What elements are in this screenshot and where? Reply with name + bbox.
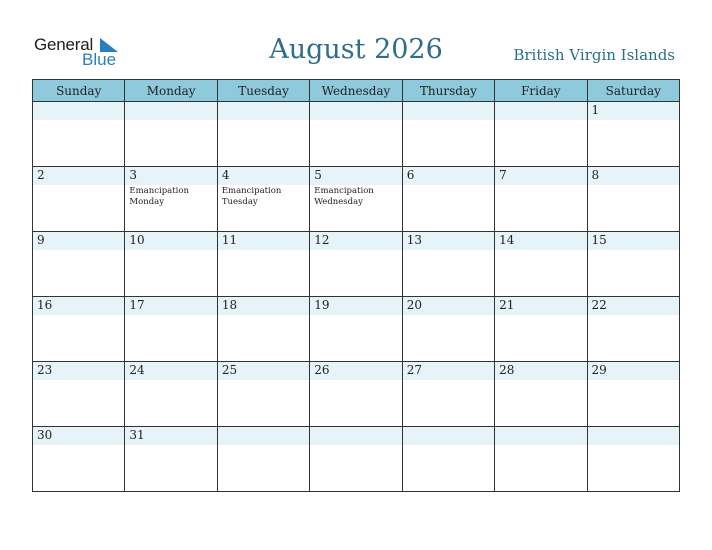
weekday-header: Sunday xyxy=(33,80,125,102)
week-row xyxy=(33,362,680,427)
day-number: 18 xyxy=(221,298,238,312)
day-cell[interactable] xyxy=(33,362,125,427)
day-cell[interactable] xyxy=(310,167,402,232)
day-number: 15 xyxy=(591,233,607,247)
day-number-band xyxy=(403,362,494,380)
day-number-band xyxy=(403,297,494,315)
day-cell[interactable] xyxy=(125,232,217,297)
day-cell[interactable] xyxy=(587,362,679,427)
day-cell[interactable] xyxy=(310,362,402,427)
weekday-header: Monday xyxy=(125,80,217,102)
day-number: 29 xyxy=(591,363,607,377)
week-row xyxy=(33,167,680,232)
day-number: 9 xyxy=(37,233,45,247)
weekday-header: Tuesday xyxy=(217,80,309,102)
day-cell[interactable] xyxy=(587,167,679,232)
day-cell[interactable] xyxy=(402,232,494,297)
day-cell[interactable] xyxy=(33,427,125,492)
day-number: 8 xyxy=(591,168,600,182)
day-cell[interactable] xyxy=(217,362,309,427)
day-cell[interactable] xyxy=(495,362,587,427)
day-number-band xyxy=(310,297,401,315)
day-number: 23 xyxy=(37,363,53,377)
day-cell[interactable] xyxy=(402,427,494,492)
day-number: 10 xyxy=(129,233,145,247)
day-number-band xyxy=(125,232,216,250)
day-number-band xyxy=(495,232,586,250)
day-number-band xyxy=(33,232,124,250)
day-number: 28 xyxy=(499,363,515,377)
day-number-band xyxy=(125,167,216,185)
weekday-header: Wednesday xyxy=(310,80,402,102)
day-cell[interactable] xyxy=(495,102,587,167)
day-number: 20 xyxy=(406,298,422,312)
calendar-grid xyxy=(32,79,680,492)
day-number-band xyxy=(403,232,494,250)
day-number: 22 xyxy=(591,298,607,312)
day-cell[interactable] xyxy=(402,167,494,232)
day-number-band xyxy=(33,297,124,315)
calendar-title: August 2026 xyxy=(269,34,443,65)
day-cell[interactable] xyxy=(125,362,217,427)
day-number-band xyxy=(125,297,216,315)
day-number-band xyxy=(218,427,309,445)
day-number: 7 xyxy=(499,168,507,182)
weekday-header: Saturday xyxy=(587,80,679,102)
day-number: 26 xyxy=(314,363,330,377)
week-row xyxy=(33,102,680,167)
day-number-band xyxy=(33,427,124,445)
region-label: British Virgin Islands xyxy=(513,46,675,64)
day-number: 6 xyxy=(406,168,415,182)
day-cell[interactable] xyxy=(402,362,494,427)
day-cell[interactable] xyxy=(495,297,587,362)
day-number-band xyxy=(310,362,401,380)
day-cell[interactable] xyxy=(587,427,679,492)
day-number-band xyxy=(310,232,401,250)
day-number-band xyxy=(218,102,309,120)
day-number: 13 xyxy=(406,233,422,247)
day-number: 25 xyxy=(221,363,238,377)
weekday-header: Friday xyxy=(495,80,587,102)
week-row xyxy=(33,427,680,492)
day-number: 11 xyxy=(221,233,238,247)
day-number: 21 xyxy=(499,298,515,312)
day-number-band xyxy=(588,427,679,445)
day-number-band xyxy=(33,362,124,380)
holiday-label: Emancipation Wednesday xyxy=(314,186,374,207)
day-number-band xyxy=(218,167,309,185)
day-cell[interactable] xyxy=(587,297,679,362)
week-row xyxy=(33,232,680,297)
day-cell[interactable] xyxy=(217,427,309,492)
day-number-band xyxy=(588,167,679,185)
day-cell[interactable] xyxy=(310,232,402,297)
day-number-band xyxy=(588,362,679,380)
day-number: 2 xyxy=(37,168,45,182)
day-number: 24 xyxy=(129,363,145,377)
logo-text-blue: Blue xyxy=(82,50,117,69)
holiday-label: Emancipation Tuesday xyxy=(221,186,282,207)
day-cell[interactable] xyxy=(217,167,309,232)
day-number: 1 xyxy=(591,103,600,117)
day-number: 30 xyxy=(37,428,53,442)
week-row xyxy=(33,297,680,362)
day-number-band xyxy=(495,362,586,380)
weekday-header: Thursday xyxy=(402,80,494,102)
day-number-band xyxy=(310,427,401,445)
day-number: 27 xyxy=(406,363,422,377)
day-number: 16 xyxy=(37,298,53,312)
day-number-band xyxy=(495,427,586,445)
day-number-band xyxy=(218,362,309,380)
day-number-band xyxy=(125,362,216,380)
day-cell[interactable] xyxy=(587,102,679,167)
day-number-band xyxy=(495,167,586,185)
day-number-band xyxy=(588,102,679,120)
day-cell[interactable] xyxy=(217,297,309,362)
day-cell[interactable] xyxy=(495,232,587,297)
day-cell[interactable] xyxy=(310,297,402,362)
day-number-band xyxy=(33,167,124,185)
day-number-band xyxy=(125,102,216,120)
day-cell[interactable] xyxy=(587,232,679,297)
day-cell[interactable] xyxy=(125,167,217,232)
day-number-band xyxy=(588,297,679,315)
day-cell[interactable] xyxy=(125,427,217,492)
day-cell[interactable] xyxy=(310,427,402,492)
day-number: 14 xyxy=(499,233,515,247)
day-number-band xyxy=(403,427,494,445)
day-number-band xyxy=(495,297,586,315)
day-number-band xyxy=(588,232,679,250)
day-number: 4 xyxy=(221,168,230,182)
day-cell[interactable] xyxy=(402,297,494,362)
day-number-band xyxy=(403,167,494,185)
day-number: 5 xyxy=(314,168,322,182)
weekday-header-row xyxy=(33,80,680,102)
day-cell[interactable] xyxy=(33,297,125,362)
day-number-band xyxy=(310,102,401,120)
day-number-band xyxy=(310,167,401,185)
day-cell[interactable] xyxy=(495,167,587,232)
holiday-label: Emancipation Monday xyxy=(129,186,189,207)
calendar-body xyxy=(33,102,680,492)
day-number: 19 xyxy=(314,298,330,312)
day-cell[interactable] xyxy=(310,102,402,167)
day-number: 17 xyxy=(129,298,145,312)
day-cell[interactable] xyxy=(33,232,125,297)
day-number: 12 xyxy=(314,233,330,247)
day-cell[interactable] xyxy=(217,232,309,297)
day-number-band xyxy=(218,232,309,250)
day-cell[interactable] xyxy=(495,427,587,492)
day-number-band xyxy=(403,102,494,120)
day-number-band xyxy=(495,102,586,120)
logo-text-general: General xyxy=(34,35,94,54)
day-cell[interactable] xyxy=(217,102,309,167)
day-cell[interactable] xyxy=(125,102,217,167)
day-cell[interactable] xyxy=(33,167,125,232)
day-cell[interactable] xyxy=(402,102,494,167)
day-number-band xyxy=(33,102,124,120)
day-number-band xyxy=(218,297,309,315)
day-number: 31 xyxy=(129,428,145,442)
day-cell[interactable] xyxy=(125,297,217,362)
day-number: 3 xyxy=(129,168,138,182)
day-cell[interactable] xyxy=(33,102,125,167)
day-number-band xyxy=(125,427,216,445)
